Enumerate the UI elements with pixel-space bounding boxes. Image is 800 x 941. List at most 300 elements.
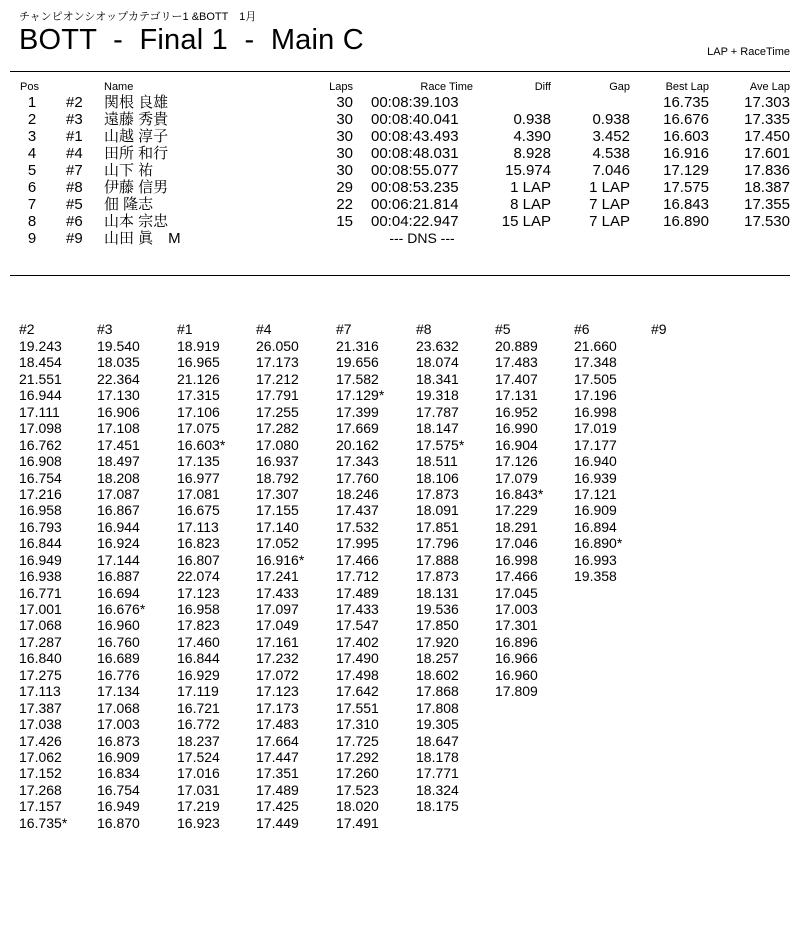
cell-diff: 15 LAP bbox=[501, 213, 551, 230]
lap-time: 17.126 bbox=[495, 453, 538, 470]
lap-time: 18.602 bbox=[416, 666, 459, 683]
lap-time: 17.796 bbox=[416, 535, 459, 552]
lap-time: 18.324 bbox=[416, 781, 459, 798]
lap-time: 17.173 bbox=[256, 354, 299, 371]
lap-time: 16.906 bbox=[97, 403, 140, 420]
cell-best-lap: 16.735 bbox=[663, 94, 709, 111]
lap-time: 18.246 bbox=[336, 485, 379, 502]
lap-time: 16.844 bbox=[177, 650, 220, 667]
cell-laps: 30 bbox=[336, 162, 353, 179]
lap-time: 17.098 bbox=[19, 420, 62, 437]
lap-time: 17.315 bbox=[177, 387, 220, 404]
lap-time: 16.843* bbox=[495, 485, 544, 502]
event-subtitle: チャンピオンシオップカテゴリー1 &BOTT 1月 bbox=[19, 11, 257, 23]
lap-time: 18.131 bbox=[416, 584, 459, 601]
lap-column bbox=[495, 321, 543, 700]
lap-time: 17.310 bbox=[336, 716, 379, 733]
lap-time: 16.823 bbox=[177, 535, 220, 552]
lap-time: 17.760 bbox=[336, 469, 379, 486]
lap-time: 16.754 bbox=[19, 469, 62, 486]
lap-column bbox=[19, 321, 67, 831]
lap-time: 18.511 bbox=[416, 453, 458, 470]
cell-kart-number: #7 bbox=[66, 162, 83, 179]
lap-time: 18.291 bbox=[495, 518, 538, 535]
lap-column-driver: #2 bbox=[19, 321, 35, 337]
cell-race-time: 00:08:48.031 bbox=[371, 145, 459, 162]
lap-time: 16.998 bbox=[495, 551, 538, 568]
lap-time: 17.134 bbox=[97, 683, 140, 700]
lap-time: 17.003 bbox=[495, 601, 538, 617]
lap-time: 17.241 bbox=[256, 568, 299, 585]
cell-diff: 8.928 bbox=[513, 145, 551, 162]
lap-time: 16.993 bbox=[574, 551, 617, 568]
lap-time: 17.771 bbox=[416, 765, 459, 782]
cell-pos: 8 bbox=[27, 213, 37, 230]
lap-time: 17.642 bbox=[336, 683, 379, 700]
lap-time: 17.173 bbox=[256, 699, 299, 716]
cell-race-time: 00:08:39.103 bbox=[371, 94, 459, 111]
lap-time: 16.603* bbox=[177, 436, 226, 453]
cell-diff: 4.390 bbox=[513, 128, 551, 145]
lap-time: 16.960 bbox=[97, 617, 140, 634]
lap-time: 17.995 bbox=[336, 535, 379, 552]
lap-time: 18.237 bbox=[177, 732, 220, 749]
lap-time: 17.466 bbox=[495, 568, 538, 585]
cell-diff: 0.938 bbox=[513, 111, 551, 128]
results-row bbox=[0, 196, 800, 213]
lap-time: 17.123 bbox=[177, 584, 220, 601]
lap-time: 17.725 bbox=[336, 732, 379, 749]
lap-time: 17.447 bbox=[256, 748, 299, 765]
lap-time: 16.793 bbox=[19, 518, 62, 535]
cell-laps: 22 bbox=[336, 196, 353, 213]
lap-time: 17.068 bbox=[19, 617, 62, 634]
lap-time: 16.909 bbox=[574, 502, 617, 519]
lap-time: 17.113 bbox=[177, 518, 219, 535]
lap-time: 16.735* bbox=[19, 814, 68, 831]
lap-time: 22.074 bbox=[177, 568, 220, 585]
lap-time: 17.123 bbox=[256, 683, 299, 700]
cell-race-time: 00:06:21.814 bbox=[371, 196, 459, 213]
cell-driver-name: 関根 良雄 bbox=[104, 94, 169, 111]
lap-time: 17.135 bbox=[177, 453, 220, 470]
cell-race-time: 00:08:40.041 bbox=[371, 111, 459, 128]
lap-time: 16.844 bbox=[19, 535, 62, 552]
lap-time: 17.152 bbox=[19, 765, 62, 782]
lap-time: 19.318 bbox=[416, 387, 459, 404]
lap-time: 17.460 bbox=[177, 633, 220, 650]
lap-time: 19.243 bbox=[19, 338, 62, 354]
lap-time: 17.161 bbox=[256, 633, 299, 650]
lap-column bbox=[416, 321, 464, 815]
lap-time: 17.433 bbox=[256, 584, 299, 601]
lap-time: 16.754 bbox=[97, 781, 140, 798]
page-title: BOTT - Final 1 - Main C bbox=[19, 24, 364, 56]
lap-time: 17.177 bbox=[574, 436, 617, 453]
cell-gap: 4.538 bbox=[592, 145, 630, 162]
cell-pos: 5 bbox=[27, 162, 37, 179]
lap-time: 18.074 bbox=[416, 354, 459, 371]
lap-time: 18.147 bbox=[416, 420, 459, 437]
lap-time: 18.919 bbox=[177, 338, 220, 354]
lap-time: 17.275 bbox=[19, 666, 62, 683]
lap-time: 17.046 bbox=[495, 535, 538, 552]
header-diff: Diff bbox=[534, 81, 551, 93]
cell-kart-number: #3 bbox=[66, 111, 83, 128]
cell-race-time: 00:04:22.947 bbox=[371, 213, 459, 230]
lap-time: 17.407 bbox=[495, 370, 538, 387]
lap-time: 16.937 bbox=[256, 453, 299, 470]
lap-time: 18.454 bbox=[19, 354, 62, 371]
lap-time: 17.045 bbox=[495, 584, 538, 601]
lap-column-driver: #5 bbox=[495, 321, 511, 337]
lap-time: 16.689 bbox=[97, 650, 140, 667]
header-gap: Gap bbox=[609, 81, 630, 93]
results-row bbox=[0, 111, 800, 128]
cell-best-lap: 16.676 bbox=[663, 111, 709, 128]
lap-time: 18.208 bbox=[97, 469, 140, 486]
cell-race-time: 00:08:55.077 bbox=[371, 162, 459, 179]
cell-pos: 7 bbox=[27, 196, 37, 213]
cell-ave-lap: 17.303 bbox=[744, 94, 790, 111]
lap-time: 21.660 bbox=[574, 338, 617, 354]
cell-pos: 4 bbox=[27, 145, 37, 162]
lap-time: 17.399 bbox=[336, 403, 379, 420]
cell-gap: 7 LAP bbox=[589, 196, 630, 213]
lap-time: 19.305 bbox=[416, 716, 459, 733]
cell-ave-lap: 17.601 bbox=[744, 145, 790, 162]
cell-laps: 30 bbox=[336, 111, 353, 128]
lap-time: 17.216 bbox=[19, 485, 62, 502]
lap-time: 17.144 bbox=[97, 551, 140, 568]
header-race-time: Race Time bbox=[420, 81, 473, 93]
header-best-lap: Best Lap bbox=[665, 81, 709, 93]
cell-best-lap: 17.129 bbox=[663, 162, 709, 179]
lap-time: 17.664 bbox=[256, 732, 299, 749]
cell-driver-name: 山本 宗忠 bbox=[104, 213, 169, 230]
lap-time: 17.068 bbox=[97, 699, 140, 716]
lap-time: 17.809 bbox=[495, 683, 538, 700]
lap-time: 16.977 bbox=[177, 469, 220, 486]
lap-time: 17.483 bbox=[256, 716, 299, 733]
lap-column bbox=[651, 321, 667, 338]
lap-time: 19.358 bbox=[574, 568, 617, 585]
lap-time: 16.834 bbox=[97, 765, 140, 782]
lap-time: 16.807 bbox=[177, 551, 220, 568]
lap-time: 16.958 bbox=[19, 502, 62, 519]
lap-time: 17.451 bbox=[97, 436, 140, 453]
cell-gap: 1 LAP bbox=[589, 179, 630, 196]
lap-time: 17.229 bbox=[495, 502, 538, 519]
cell-ave-lap: 17.836 bbox=[744, 162, 790, 179]
lap-time: 18.341 bbox=[416, 370, 459, 387]
lap-time: 18.175 bbox=[416, 798, 459, 815]
lap-time: 16.867 bbox=[97, 502, 140, 519]
lap-time: 17.791 bbox=[256, 387, 299, 404]
lap-time: 17.850 bbox=[416, 617, 459, 634]
lap-time: 17.712 bbox=[336, 568, 379, 585]
cell-driver-name: 山越 淳子 bbox=[104, 128, 169, 145]
lap-time: 17.196 bbox=[574, 387, 617, 404]
cell-driver-name: 佃 隆志 bbox=[104, 196, 154, 213]
lap-time: 16.694 bbox=[97, 584, 140, 601]
results-row bbox=[0, 179, 800, 196]
lap-time: 17.307 bbox=[256, 485, 299, 502]
lap-time: 17.087 bbox=[97, 485, 140, 502]
cell-kart-number: #4 bbox=[66, 145, 83, 162]
lap-time: 17.873 bbox=[416, 568, 459, 585]
lap-column bbox=[256, 321, 304, 831]
lap-time: 20.162 bbox=[336, 436, 379, 453]
lap-time: 17.868 bbox=[416, 683, 459, 700]
lap-time: 17.669 bbox=[336, 420, 379, 437]
lap-time: 18.647 bbox=[416, 732, 459, 749]
cell-driver-name: 伊藤 信男 bbox=[104, 179, 169, 196]
cell-laps: 15 bbox=[336, 213, 353, 230]
lap-time: 17.348 bbox=[574, 354, 617, 371]
cell-kart-number: #9 bbox=[66, 230, 83, 247]
cell-laps: 29 bbox=[336, 179, 353, 196]
cell-driver-name: 山田 眞 M bbox=[104, 230, 181, 247]
lap-time: 17.232 bbox=[256, 650, 299, 667]
lap-time: 21.551 bbox=[19, 370, 62, 387]
lap-column-driver: #4 bbox=[256, 321, 272, 337]
lap-time: 16.776 bbox=[97, 666, 140, 683]
cell-gap: 0.938 bbox=[592, 111, 630, 128]
lap-time: 17.888 bbox=[416, 551, 459, 568]
lap-column-driver: #1 bbox=[177, 321, 193, 337]
cell-pos: 2 bbox=[27, 111, 37, 128]
cell-diff: 8 LAP bbox=[510, 196, 551, 213]
lap-time: 17.106 bbox=[177, 403, 220, 420]
lap-time: 18.035 bbox=[97, 354, 140, 371]
lap-time: 17.532 bbox=[336, 518, 379, 535]
lap-time: 16.990 bbox=[495, 420, 538, 437]
lap-time: 16.675 bbox=[177, 502, 220, 519]
lap-time: 18.178 bbox=[416, 748, 459, 765]
cell-race-time: 00:08:43.493 bbox=[371, 128, 459, 145]
lap-time: 17.523 bbox=[336, 781, 379, 798]
lap-time: 17.873 bbox=[416, 485, 459, 502]
lap-time: 17.851 bbox=[416, 518, 459, 535]
cell-ave-lap: 17.530 bbox=[744, 213, 790, 230]
lap-time: 17.113 bbox=[19, 683, 61, 700]
lap-time: 18.792 bbox=[256, 469, 299, 486]
lap-time: 17.079 bbox=[495, 469, 538, 486]
lap-time: 16.929 bbox=[177, 666, 220, 683]
lap-time: 17.343 bbox=[336, 453, 379, 470]
lap-time: 17.489 bbox=[336, 584, 379, 601]
results-row bbox=[0, 128, 800, 145]
lap-time: 16.772 bbox=[177, 716, 220, 733]
cell-gap: 3.452 bbox=[592, 128, 630, 145]
lap-column-driver: #9 bbox=[651, 321, 667, 337]
lap-time: 19.540 bbox=[97, 338, 140, 354]
lap-time: 17.301 bbox=[495, 617, 538, 634]
lap-time: 17.575* bbox=[416, 436, 465, 453]
lap-column bbox=[97, 321, 145, 831]
report-mode-label: LAP + RaceTime bbox=[707, 46, 790, 58]
lap-time: 19.536 bbox=[416, 601, 459, 617]
cell-ave-lap: 17.335 bbox=[744, 111, 790, 128]
header-ave-lap: Ave Lap bbox=[749, 81, 790, 93]
cell-laps: 30 bbox=[336, 145, 353, 162]
lap-time: 17.449 bbox=[256, 814, 299, 831]
lap-time: 16.870 bbox=[97, 814, 140, 831]
lap-time: 17.121 bbox=[574, 485, 617, 502]
lap-time: 16.965 bbox=[177, 354, 220, 371]
lap-time: 17.255 bbox=[256, 403, 299, 420]
cell-best-lap: 16.603 bbox=[663, 128, 709, 145]
cell-driver-name: 田所 和行 bbox=[104, 145, 169, 162]
lap-time: 16.873 bbox=[97, 732, 140, 749]
lap-time: 16.939 bbox=[574, 469, 617, 486]
cell-pos: 9 bbox=[27, 230, 37, 247]
cell-diff: 15.974 bbox=[505, 162, 551, 179]
lap-time: 17.582 bbox=[336, 370, 379, 387]
lap-time: 17.483 bbox=[495, 354, 538, 371]
results-table bbox=[0, 80, 800, 247]
lap-time: 17.119 bbox=[177, 683, 219, 700]
lap-time: 17.260 bbox=[336, 765, 379, 782]
cell-best-lap: 16.890 bbox=[663, 213, 709, 230]
cell-kart-number: #5 bbox=[66, 196, 83, 213]
header-name: Name bbox=[104, 81, 134, 93]
lap-time: 17.072 bbox=[256, 666, 299, 683]
cell-gap: 7.046 bbox=[592, 162, 630, 179]
lap-time: 16.944 bbox=[97, 518, 140, 535]
lap-time: 16.938 bbox=[19, 568, 62, 585]
lap-time: 18.257 bbox=[416, 650, 459, 667]
results-header-row bbox=[0, 80, 800, 94]
lap-time: 16.958 bbox=[177, 601, 220, 617]
results-row bbox=[0, 213, 800, 230]
lap-time: 16.944 bbox=[19, 387, 62, 404]
lap-time: 16.760 bbox=[97, 633, 140, 650]
lap-time: 17.823 bbox=[177, 617, 220, 634]
lap-column-driver: #3 bbox=[97, 321, 113, 337]
lap-time: 16.721 bbox=[177, 699, 220, 716]
cell-ave-lap: 17.355 bbox=[744, 196, 790, 213]
lap-time: 16.890* bbox=[574, 535, 623, 552]
lap-time: 16.904 bbox=[495, 436, 538, 453]
results-divider bbox=[10, 275, 790, 276]
lap-time: 17.437 bbox=[336, 502, 379, 519]
lap-time: 16.840 bbox=[19, 650, 62, 667]
results-row bbox=[0, 145, 800, 162]
lap-time: 17.131 bbox=[495, 387, 538, 404]
lap-time: 16.966 bbox=[495, 650, 538, 667]
lap-time: 18.106 bbox=[416, 469, 459, 486]
lap-time: 23.632 bbox=[416, 338, 459, 354]
lap-time: 17.031 bbox=[177, 781, 220, 798]
lap-time: 16.998 bbox=[574, 403, 617, 420]
lap-time: 17.282 bbox=[256, 420, 299, 437]
lap-time: 17.489 bbox=[256, 781, 299, 798]
lap-time: 17.075 bbox=[177, 420, 220, 437]
cell-ave-lap: 18.387 bbox=[744, 179, 790, 196]
lap-time: 16.960 bbox=[495, 666, 538, 683]
cell-best-lap: 16.916 bbox=[663, 145, 709, 162]
cell-dns-status: --- DNS --- bbox=[389, 230, 455, 246]
cell-ave-lap: 17.450 bbox=[744, 128, 790, 145]
cell-kart-number: #2 bbox=[66, 94, 83, 111]
lap-time: 17.081 bbox=[177, 485, 220, 502]
lap-time: 16.909 bbox=[97, 748, 140, 765]
lap-time: 16.940 bbox=[574, 453, 617, 470]
cell-pos: 3 bbox=[27, 128, 37, 145]
cell-pos: 1 bbox=[27, 94, 37, 111]
cell-kart-number: #1 bbox=[66, 128, 83, 145]
cell-gap: 7 LAP bbox=[589, 213, 630, 230]
cell-best-lap: 16.843 bbox=[663, 196, 709, 213]
lap-time: 17.001 bbox=[19, 601, 62, 617]
lap-time: 17.049 bbox=[256, 617, 299, 634]
lap-time: 17.080 bbox=[256, 436, 299, 453]
lap-time: 16.949 bbox=[19, 551, 62, 568]
results-row bbox=[0, 94, 800, 111]
lap-time: 16.771 bbox=[19, 584, 62, 601]
lap-column bbox=[574, 321, 622, 585]
header-divider bbox=[10, 71, 790, 72]
lap-time: 17.920 bbox=[416, 633, 459, 650]
lap-time: 17.351 bbox=[256, 765, 299, 782]
results-dns-row bbox=[0, 230, 800, 247]
lap-time: 22.364 bbox=[97, 370, 140, 387]
lap-time: 17.292 bbox=[336, 748, 379, 765]
lap-time: 17.547 bbox=[336, 617, 379, 634]
lap-time: 17.287 bbox=[19, 633, 62, 650]
lap-time: 17.155 bbox=[256, 502, 299, 519]
lap-time: 17.402 bbox=[336, 633, 379, 650]
lap-time: 17.524 bbox=[177, 748, 220, 765]
lap-time: 16.762 bbox=[19, 436, 62, 453]
header-pos: Pos bbox=[20, 81, 39, 93]
lap-time: 19.656 bbox=[336, 354, 379, 371]
lap-time: 16.924 bbox=[97, 535, 140, 552]
lap-time: 26.050 bbox=[256, 338, 299, 354]
cell-driver-name: 遠藤 秀貴 bbox=[104, 111, 169, 128]
lap-time: 17.052 bbox=[256, 535, 299, 552]
lap-time: 17.490 bbox=[336, 650, 379, 667]
lap-column-driver: #6 bbox=[574, 321, 590, 337]
lap-time: 17.787 bbox=[416, 403, 459, 420]
lap-time: 16.923 bbox=[177, 814, 220, 831]
lap-time: 16.908 bbox=[19, 453, 62, 470]
lap-time: 16.949 bbox=[97, 798, 140, 815]
lap-time: 17.268 bbox=[19, 781, 62, 798]
lap-time: 17.157 bbox=[19, 798, 62, 815]
cell-kart-number: #6 bbox=[66, 213, 83, 230]
lap-time: 17.130 bbox=[97, 387, 140, 404]
lap-time: 17.425 bbox=[256, 798, 299, 815]
lap-time: 17.433 bbox=[336, 601, 379, 617]
lap-time: 18.497 bbox=[97, 453, 140, 470]
results-row bbox=[0, 162, 800, 179]
lap-time: 16.894 bbox=[574, 518, 617, 535]
cell-best-lap: 17.575 bbox=[663, 179, 709, 196]
lap-time: 21.316 bbox=[336, 338, 379, 354]
lap-time: 17.491 bbox=[336, 814, 379, 831]
lap-time: 17.003 bbox=[97, 716, 140, 733]
cell-pos: 6 bbox=[27, 179, 37, 196]
lap-column bbox=[177, 321, 225, 831]
lap-time: 17.551 bbox=[336, 699, 379, 716]
lap-time: 17.062 bbox=[19, 748, 62, 765]
cell-diff: 1 LAP bbox=[510, 179, 551, 196]
lap-time: 17.387 bbox=[19, 699, 62, 716]
lap-time: 17.426 bbox=[19, 732, 62, 749]
